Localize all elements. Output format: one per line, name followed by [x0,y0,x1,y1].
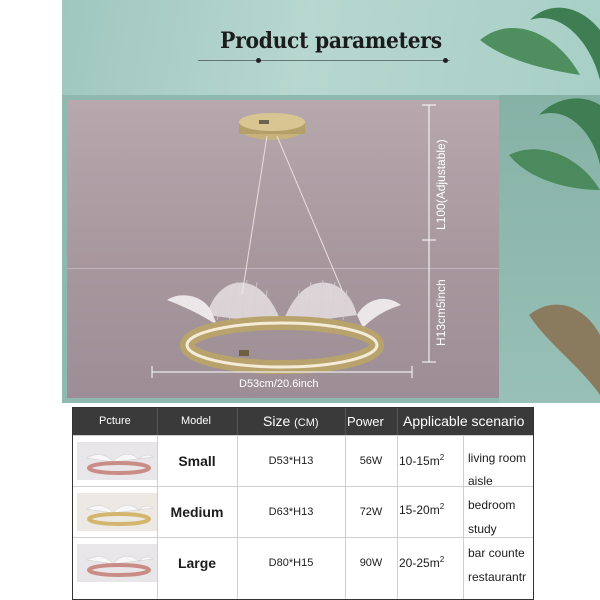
area-text: 20-25m [399,556,440,570]
area-unit-sup: 2 [439,555,445,564]
size-value: D63*H13 [268,506,314,518]
area-value [399,453,461,468]
table-row [73,486,533,536]
column-divider [397,435,398,599]
power-value: 56W [359,455,383,467]
product-photo [67,100,499,398]
area-value [399,555,461,570]
header-size [263,408,319,435]
model-name: Large [177,555,217,571]
table-header [73,408,533,435]
page-title: Product parameters [220,28,442,54]
header-divider [397,408,398,435]
area-text: 10-15m [399,454,440,468]
scenario-item: bedroom [468,498,516,512]
area-unit-sup: 2 [439,502,445,511]
scenario-item: study [468,522,497,536]
header-picture: Pcture [99,415,131,427]
power-value: 72W [359,506,383,518]
size-value: D53*H13 [268,455,314,467]
header-banner [62,0,600,95]
plant-leaf-icon [499,95,600,403]
diameter-label: D53cm/20.6inch [239,378,319,390]
body-height-label: H13cm5inch [434,279,448,346]
right-plant-backdrop [499,95,600,403]
table-row [73,435,533,485]
model-name: Small [178,453,216,469]
scenario-item: aisle [468,474,493,488]
header-power: Power [347,414,384,429]
area-value [399,502,461,517]
column-divider [237,435,238,599]
header-size-unit: (CM) [294,417,319,429]
column-divider [157,435,158,599]
power-value: 90W [359,557,383,569]
palm-leaves-decoration [460,0,600,95]
header-scenario: Applicable scenario [403,413,525,429]
area-text: 15-20m [399,503,440,517]
size-value: D80*H15 [268,557,314,569]
header-divider [345,408,346,435]
cable-length-label: L100(Adjustable) [434,139,448,230]
header-model: Model [181,415,211,427]
scenario-item: bar counte [468,546,525,560]
lamp-thumbnail-medium [77,493,157,531]
header-size-label: Size [263,413,291,429]
lamp-thumbnail-large [77,544,157,582]
parameters-table [72,407,534,600]
column-divider [463,435,464,599]
model-name: Medium [170,504,224,520]
scenario-item: living room [468,451,527,465]
table-row [73,537,533,587]
lamp-thumbnail-small [77,442,157,480]
title-underline [198,60,450,61]
underline-dot-right [443,58,448,63]
scenario-item: restaurantr [468,570,527,584]
underline-dot-left [256,58,261,63]
header-divider [237,408,238,435]
header-divider [157,408,158,435]
column-divider [345,435,346,599]
area-unit-sup: 2 [439,453,445,462]
